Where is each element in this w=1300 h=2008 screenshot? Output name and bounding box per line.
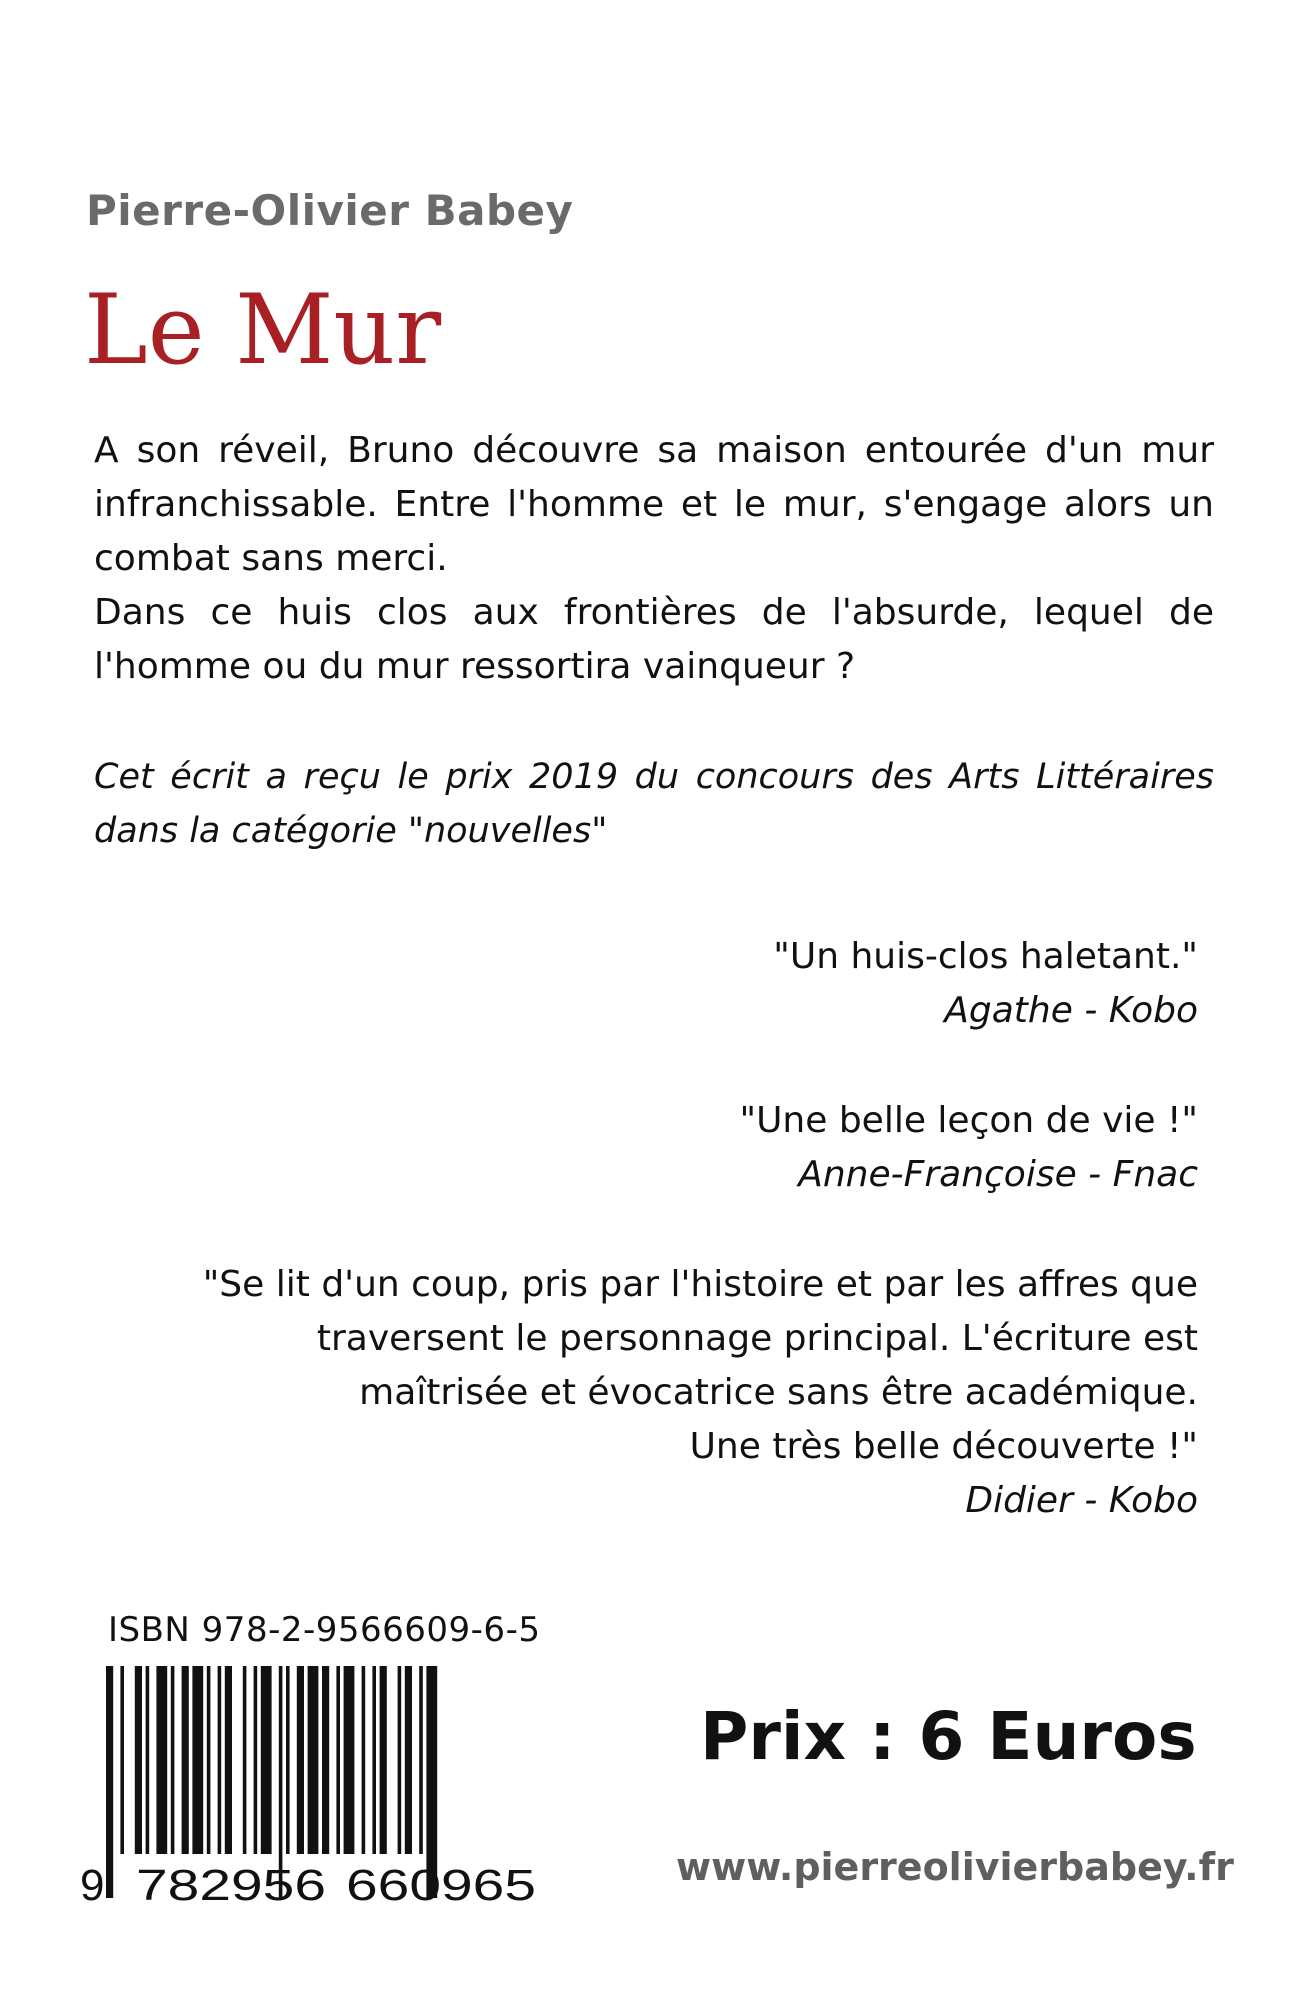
isbn-label: ISBN 978-2-9566609-6-5 bbox=[108, 1610, 541, 1650]
review-source: Anne-Françoise - Fnac bbox=[798, 1154, 1198, 1195]
barcode-bar bbox=[261, 1666, 272, 1854]
review-quote-line: maîtrisée et évocatrice sans être académique. bbox=[359, 1372, 1198, 1413]
barcode-bar bbox=[336, 1666, 340, 1854]
barcode-bar bbox=[405, 1666, 412, 1854]
barcode-bar bbox=[225, 1666, 232, 1854]
review-quote-line: traversent le personnage principal. L'écriture est bbox=[316, 1318, 1198, 1359]
author-name: Pierre-Olivier Babey bbox=[86, 186, 574, 235]
barcode-bar bbox=[297, 1666, 304, 1854]
barcode-bar bbox=[243, 1666, 247, 1854]
review-3 bbox=[98, 1258, 1198, 1528]
website-url[interactable]: www.pierreolivierbabey.fr bbox=[676, 1845, 1234, 1889]
barcode-digits-right: 660965 bbox=[346, 1861, 536, 1910]
review-quote-line: "Un huis-clos haletant." bbox=[773, 936, 1198, 977]
barcode-bar bbox=[372, 1666, 376, 1854]
barcode-bar bbox=[120, 1666, 124, 1854]
barcode-bar bbox=[192, 1666, 203, 1854]
synopsis bbox=[94, 424, 1214, 694]
barcode-bar bbox=[146, 1666, 150, 1854]
review-quote-line: "Se lit d'un coup, pris par l'histoire et par les affres que bbox=[202, 1264, 1198, 1305]
review-2 bbox=[98, 1094, 1198, 1202]
barcode-bar bbox=[254, 1666, 258, 1854]
barcode-bar bbox=[419, 1666, 423, 1854]
barcode-bar bbox=[135, 1666, 142, 1854]
barcode-bar bbox=[156, 1666, 167, 1854]
synopsis-paragraph-1: A son réveil, Bruno découvre sa maison entourée d'un mur infranchissable. Entre l'homme et le mur, s'engage alors un combat sans merci. bbox=[94, 430, 1214, 579]
barcode-bar bbox=[362, 1666, 366, 1854]
synopsis-paragraph-2: Dans ce huis clos aux frontières de l'absurde, lequel de l'homme ou du mur ressortira vainqueur ? bbox=[94, 592, 1214, 687]
barcode bbox=[76, 1660, 586, 1910]
barcode-bar bbox=[380, 1666, 387, 1854]
barcode-bar bbox=[182, 1666, 189, 1854]
review-source: Didier - Kobo bbox=[965, 1480, 1198, 1521]
barcode-digits-left: 782956 bbox=[136, 1861, 326, 1910]
barcode-bar bbox=[218, 1666, 222, 1854]
review-quote-line: Une très belle découverte !" bbox=[689, 1426, 1198, 1467]
barcode-bar bbox=[286, 1666, 290, 1854]
barcode-bar bbox=[398, 1666, 402, 1854]
barcode-bar bbox=[171, 1666, 175, 1854]
barcode-bar bbox=[106, 1666, 113, 1898]
barcode-bar bbox=[344, 1666, 355, 1854]
barcode-digit-first: 9 bbox=[80, 1861, 105, 1910]
prize-note: Cet écrit a reçu le prix 2019 du concours des Arts Littéraires dans la catégorie "nouvelles" bbox=[94, 757, 1214, 851]
review-1 bbox=[98, 930, 1198, 1038]
book-title: Le Mur bbox=[84, 274, 442, 386]
barcode-bar bbox=[308, 1666, 319, 1854]
review-source: Agathe - Kobo bbox=[944, 990, 1198, 1031]
barcode-bar bbox=[322, 1666, 329, 1854]
price-label: Prix : 6 Euros bbox=[700, 1698, 1197, 1775]
review-quote-line: "Une belle leçon de vie !" bbox=[739, 1100, 1198, 1141]
barcode-bar bbox=[207, 1666, 211, 1854]
